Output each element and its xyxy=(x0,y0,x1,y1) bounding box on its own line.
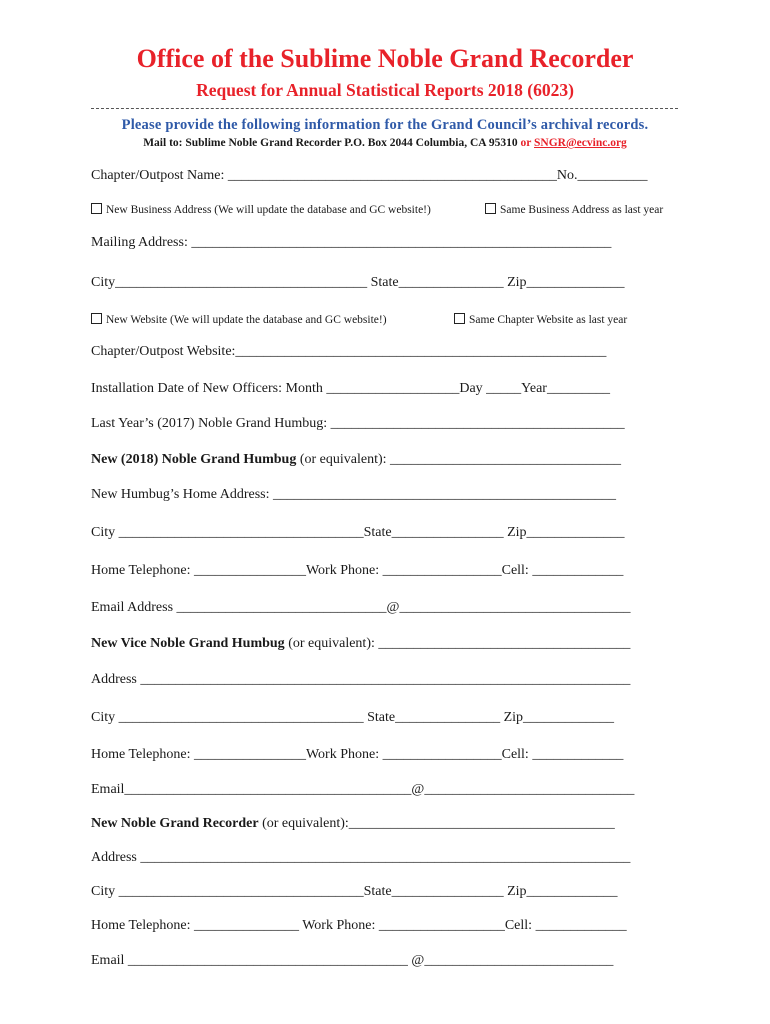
vice-address-field[interactable]: Address ______________________________________________________________________ xyxy=(91,672,631,687)
form-subtitle: Request for Annual Statistical Reports 2018 (6023) xyxy=(196,80,574,100)
phones-field-3[interactable]: Home Telephone: _______________ Work Phone: __________________Cell: _____________ xyxy=(91,918,627,933)
chapter-name-field[interactable]: Chapter/Outpost Name: _______________________________________________No.__________ xyxy=(91,168,648,183)
recorder-field[interactable] xyxy=(91,816,681,832)
same-chapter-website-option[interactable] xyxy=(454,313,627,326)
email-field-3[interactable]: Email ________________________________________ @___________________________ xyxy=(91,953,614,968)
chapter-website-field[interactable]: Chapter/Outpost Website:_____________________________________________________ xyxy=(91,344,607,359)
email-field-2[interactable]: Email_________________________________________@______________________________ xyxy=(91,782,635,797)
new-website-checkbox[interactable] xyxy=(91,313,102,324)
recorder-label: New Noble Grand Recorder xyxy=(91,816,259,831)
form-title: Office of the Sublime Noble Grand Recorder xyxy=(136,44,634,73)
new-humbug-field[interactable] xyxy=(91,452,681,468)
new-website-option[interactable] xyxy=(91,313,387,326)
new-humbug-label: New (2018) Noble Grand Humbug xyxy=(91,452,297,467)
same-chapter-website-label: Same Chapter Website as last year xyxy=(469,314,628,326)
vice-humbug-label: New Vice Noble Grand Humbug xyxy=(91,636,285,651)
same-business-address-option[interactable] xyxy=(485,203,663,216)
mail-email-link[interactable]: SNGR@ecvinc.org xyxy=(534,137,627,149)
recorder-address-field[interactable]: Address ______________________________________________________________________ xyxy=(91,850,631,865)
mail-or-text: or xyxy=(520,137,532,149)
new-website-label: New Website (We will update the database and GC website!) xyxy=(106,314,387,326)
new-business-address-label: New Business Address (We will update the database and GC website!) xyxy=(106,204,431,216)
instructions-text: Please provide the following information for the Grand Council’s archival records. xyxy=(121,117,649,133)
same-business-address-checkbox[interactable] xyxy=(485,203,496,214)
city-state-zip-field-2[interactable]: City ___________________________________State________________ Zip______________ xyxy=(91,525,625,540)
last-year-humbug-field[interactable]: Last Year’s (2017) Noble Grand Humbug: __________________________________________ xyxy=(91,416,625,431)
city-state-zip-field-3[interactable]: City ___________________________________ State_______________ Zip_____________ xyxy=(91,710,615,725)
phones-field-2[interactable]: Home Telephone: ________________Work Phone: _________________Cell: _____________ xyxy=(91,747,624,762)
email-field-1[interactable]: Email Address ______________________________@_________________________________ xyxy=(91,600,631,615)
city-state-zip-field-1[interactable]: City____________________________________ State_______________ Zip______________ xyxy=(91,275,625,290)
new-humbug-blank: (or equivalent): _________________________________ xyxy=(296,452,622,467)
vice-humbug-blank: (or equivalent): ____________________________________ xyxy=(284,636,631,651)
new-business-address-checkbox[interactable] xyxy=(91,203,102,214)
city-state-zip-field-4[interactable]: City ___________________________________State________________ Zip_____________ xyxy=(91,884,618,899)
mail-address-text: Mail to: Sublime Noble Grand Recorder P.O. Box 2044 Columbia, CA 95310 xyxy=(143,137,518,149)
mailing-instructions xyxy=(0,137,770,149)
same-chapter-website-checkbox[interactable] xyxy=(454,313,465,324)
humbug-home-address-field[interactable]: New Humbug’s Home Address: _________________________________________________ xyxy=(91,487,616,502)
dashed-divider xyxy=(91,108,678,109)
same-business-address-label: Same Business Address as last year xyxy=(500,204,664,216)
phones-field-1[interactable]: Home Telephone: ________________Work Phone: _________________Cell: _____________ xyxy=(91,563,624,578)
mailing-address-field[interactable]: Mailing Address: ____________________________________________________________ xyxy=(91,235,612,250)
recorder-blank: (or equivalent):______________________________________ xyxy=(258,816,615,831)
new-business-address-option[interactable] xyxy=(91,203,431,216)
installation-date-field[interactable]: Installation Date of New Officers: Month ___________________Day _____Year_________ xyxy=(91,381,610,396)
vice-humbug-field[interactable] xyxy=(91,636,681,652)
